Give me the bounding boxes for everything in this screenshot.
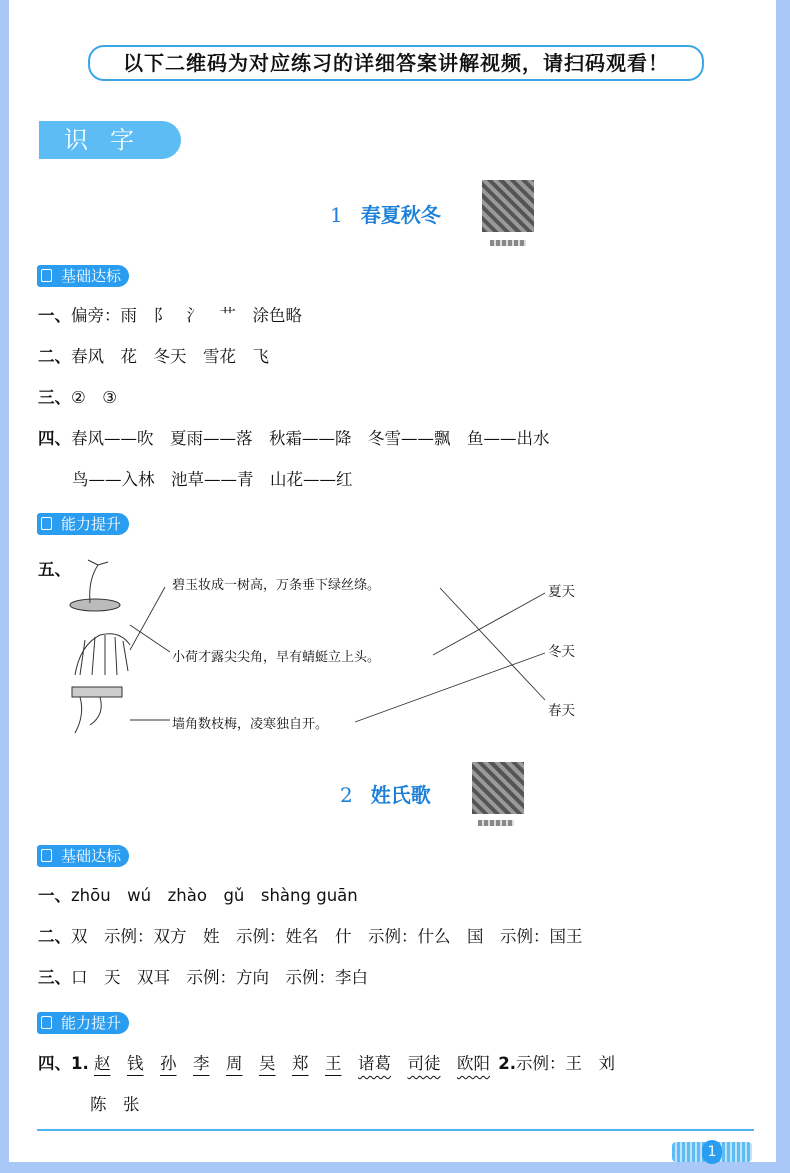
- q-text: zhōu wú zhào gǔ shàng guān: [71, 886, 358, 905]
- tag-label: 能力提升: [61, 1014, 122, 1032]
- single-surname: 周: [226, 1054, 243, 1073]
- example-text: 示例：王 刘: [516, 1054, 615, 1073]
- book-icon: [41, 517, 52, 530]
- advanced-section-tag: [37, 513, 129, 535]
- answer-2-4-cont: 陈 张: [90, 1095, 140, 1114]
- q-label: 三、: [38, 968, 71, 987]
- page-number-badge: [672, 1142, 752, 1162]
- q-text: 双 示例：双方 姓 示例：姓名 什 示例：什么 国 示例：国王: [71, 927, 583, 946]
- answer-1-2: [38, 345, 269, 369]
- compound-surname: 欧阳: [457, 1054, 490, 1073]
- answer-2-4: [38, 1052, 615, 1076]
- q-text: ② ③: [71, 388, 118, 407]
- season-1: 夏天: [548, 584, 575, 600]
- lesson-name: 姓氏歌: [370, 783, 431, 807]
- compound-surname: 诸葛: [358, 1054, 391, 1073]
- single-surname: 赵: [94, 1054, 111, 1073]
- answer-2-2: [38, 925, 583, 949]
- basic-section-tag: [37, 265, 129, 287]
- single-surname: 李: [193, 1054, 210, 1073]
- lesson-name: 春夏秋冬: [360, 203, 441, 227]
- answer-1-1: [38, 304, 302, 328]
- qr-notice-banner: 以下二维码为对应练习的详细答案讲解视频，请扫码观看！: [88, 45, 704, 81]
- part-label: 1.: [71, 1054, 89, 1073]
- answer-2-3: [38, 966, 368, 990]
- unit-heading: 识字: [39, 121, 181, 159]
- plum-picture: [72, 687, 122, 733]
- answer-1-4-cont: 鸟——入林 池草——青 山花——红: [72, 470, 353, 489]
- lesson-1-title: [330, 200, 441, 230]
- q-text: 春风 花 冬天 雪花 飞: [71, 347, 269, 366]
- single-surname: 钱: [127, 1054, 144, 1073]
- q-label: 三、: [38, 388, 71, 407]
- qr-caption: [490, 240, 526, 246]
- tag-label: 基础达标: [61, 847, 122, 865]
- basic-section-tag: [37, 845, 129, 867]
- part-label: 2.: [498, 1054, 516, 1073]
- q-text: 偏旁：雨 ⻖ 氵 艹 涂色略: [71, 306, 302, 325]
- poem-1: 碧玉妆成一树高，万条垂下绿丝绦。: [172, 578, 381, 593]
- lesson-number: 2: [340, 783, 353, 807]
- answer-1-4: [38, 427, 550, 451]
- document-icon: [41, 269, 52, 282]
- document-icon: [41, 849, 52, 862]
- q-label: 二、: [38, 347, 71, 366]
- q-text: 春风——吹 夏雨——落 秋霜——降 冬雪——飘 鱼——出水: [71, 429, 550, 448]
- single-surname: 郑: [292, 1054, 309, 1073]
- footer-divider: [37, 1129, 754, 1131]
- season-2: 冬天: [548, 644, 575, 660]
- poem-3: 墙角数枝梅，凌寒独自开。: [172, 717, 329, 732]
- q-text: 口 天 双耳 示例：方向 示例：李白: [71, 968, 368, 987]
- q-label: 五、: [38, 560, 71, 579]
- q-label: 四、: [38, 429, 71, 448]
- tag-label: 能力提升: [61, 515, 122, 533]
- advanced-section-tag: [37, 1012, 129, 1034]
- single-surname: 孙: [160, 1054, 177, 1073]
- lesson-2-title: [340, 780, 431, 810]
- willow-picture: [75, 634, 130, 675]
- season-3: 春天: [548, 703, 575, 719]
- page-number: 1: [702, 1140, 722, 1164]
- lotus-dragonfly-picture: [70, 560, 120, 611]
- qr-code[interactable]: [482, 180, 534, 232]
- single-surname: 吴: [259, 1054, 276, 1073]
- tag-label: 基础达标: [61, 267, 122, 285]
- compound-surname: 司徒: [407, 1054, 441, 1073]
- qr-code[interactable]: [472, 762, 524, 814]
- answer-1-3: [38, 386, 117, 410]
- single-surname: 王: [325, 1054, 342, 1073]
- lesson-number: 1: [330, 203, 343, 227]
- qr-caption: [478, 820, 514, 826]
- q-label: 四、: [38, 1054, 71, 1073]
- poem-2: 小荷才露尖尖角，早有蜻蜓立上头。: [172, 650, 381, 665]
- book-icon: [41, 1016, 52, 1029]
- answer-2-1: [38, 884, 358, 908]
- q-label: 二、: [38, 927, 71, 946]
- q-label: 一、: [38, 886, 71, 905]
- q-label: 一、: [38, 306, 71, 325]
